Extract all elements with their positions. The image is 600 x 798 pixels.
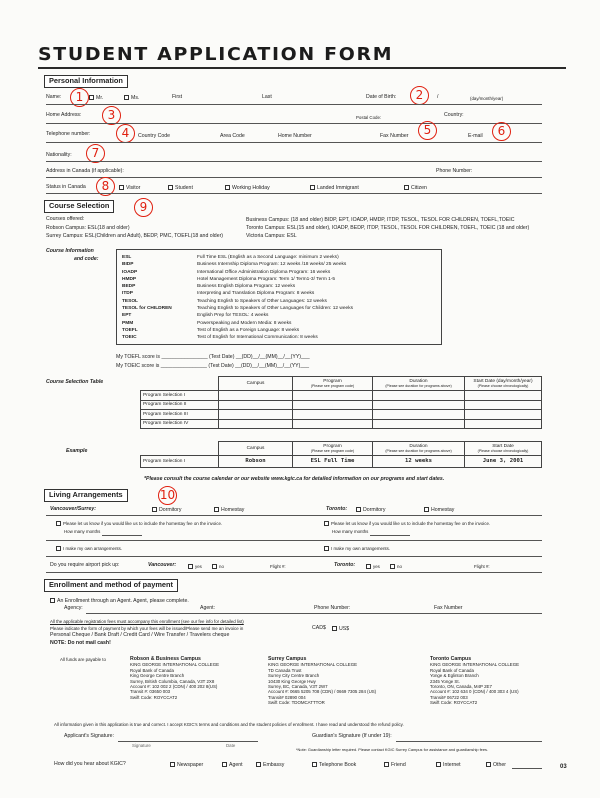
last-name-label: Last — [262, 94, 272, 100]
embassy-checkbox[interactable] — [256, 762, 261, 767]
course-description: Interpreting and Translation Diploma Program: 8 weeks — [197, 291, 315, 297]
tor-months-label: How many months — [332, 529, 369, 534]
ex-col-duration-sub: (Please see duration for programs above) — [385, 449, 452, 454]
marker-7: 7 — [86, 144, 105, 163]
toeic-score-field[interactable]: My TOEIC score is ________________ (Test Date) __(DD)__/__(MM)__/__(YY)___ — [116, 363, 309, 369]
name-label: Name: — [46, 94, 62, 100]
robson-campus-courses: Robson Campus: ESL(18 and older) — [46, 225, 130, 231]
van-airport-yes-label: yes — [195, 564, 202, 569]
usd-checkbox[interactable] — [332, 626, 337, 631]
ex-start-date: June 3, 2001 — [465, 456, 542, 468]
telephone-field[interactable] — [46, 142, 542, 143]
airport-pickup-label: Do you require airport pick up: — [50, 562, 120, 568]
working-holiday-label: Working Holiday — [232, 185, 270, 191]
usd-label: US$ — [339, 626, 350, 632]
toronto-living-label: Toronto: — [326, 506, 348, 512]
postal-code-label: Postal Code: — [356, 115, 382, 120]
tor-homestay-checkbox[interactable] — [424, 507, 429, 512]
mr-option[interactable] — [89, 95, 103, 102]
status-working-holiday[interactable] — [225, 185, 270, 192]
toronto-bank-info — [430, 656, 519, 706]
example-row — [141, 456, 542, 468]
van-homestay-fee-checkbox[interactable] — [56, 521, 61, 526]
ms-checkbox[interactable] — [124, 95, 129, 100]
robson-bank-info — [130, 656, 219, 700]
tor-dormitory-label: Dormitory — [363, 507, 386, 513]
bank-line: King George Centre Branch — [130, 673, 185, 679]
course-code: ITDP — [122, 291, 133, 297]
bank-line: KING GEORGE INTERNATIONAL COLLEGE — [268, 662, 358, 668]
home-address-field[interactable] — [46, 123, 542, 124]
hear-friend[interactable] — [384, 762, 406, 769]
agent-fax-label: Fax Number — [434, 605, 463, 611]
tor-airport-yes[interactable] — [366, 564, 380, 569]
course-info-label-1: Course Information — [46, 248, 94, 254]
ex-col-start — [465, 442, 542, 456]
course-description: English Prep for TESOL: 4 weeks — [197, 313, 269, 319]
table-header-row — [141, 377, 542, 391]
toronto-bank-title: Toronto Campus — [430, 656, 472, 662]
course-code: TOEIC — [122, 335, 137, 341]
friend-checkbox[interactable] — [384, 762, 389, 767]
course-description: Powerspeaking and Modern Media: 8 weeks — [197, 320, 292, 326]
guardian-note: *Note: Guardianship letter required. Please contact KGIC Surrey Campus for assistance and guardianship fees. — [296, 747, 489, 752]
col-duration-title: Duration — [409, 378, 428, 384]
citizen-checkbox[interactable] — [404, 185, 409, 190]
tor-airport-no-checkbox[interactable] — [390, 564, 395, 569]
col-duration — [373, 377, 465, 391]
first-name-label: First — [172, 94, 183, 100]
living-rule-3 — [46, 556, 542, 557]
bank-line: Toronto, ON, Canada, M4P 2E7 — [430, 684, 492, 690]
vancouver-surrey-label: Vancouver/Surrey: — [50, 506, 96, 512]
ex-program: ESL Full Time — [293, 456, 373, 468]
agent-enrollment-option[interactable] — [50, 598, 189, 605]
course-description: Hotel Management Diploma Program: Term 1/ Term1-3/ Term 1-5 — [197, 276, 336, 282]
tor-flight-label: Flight #: — [474, 564, 490, 569]
van-airport-no[interactable] — [212, 564, 224, 569]
friend-label: Friend — [391, 762, 406, 768]
start-date-cell[interactable] — [465, 419, 542, 429]
course-description: Full Time ESL (English as a Second Language: minimum 2 weeks) — [197, 255, 339, 260]
mr-label: Mr. — [96, 95, 104, 101]
bank-line: Swift Code: ROYCCAT2 — [130, 694, 178, 700]
col-program-title: Program — [323, 378, 342, 384]
landed-immigrant-checkbox[interactable] — [310, 185, 315, 190]
table-row[interactable] — [141, 410, 542, 420]
name-field[interactable] — [46, 104, 542, 105]
newspaper-label: Newspaper — [177, 762, 204, 768]
van-airport-yes-checkbox[interactable] — [188, 564, 193, 569]
telephone-book-label: Telephone Book — [319, 762, 357, 768]
col-duration-sub: (Please see duration for programs above) — [385, 384, 452, 389]
campus-cell[interactable] — [219, 400, 293, 410]
status-label: Status in Canada — [46, 184, 86, 190]
working-holiday-checkbox[interactable] — [225, 185, 230, 190]
bank-line: Surrey, BC, Canada, V3T 2W7 — [268, 684, 328, 690]
tor-dormitory-checkbox[interactable] — [356, 507, 361, 512]
signature-sub-label: Signature — [132, 743, 151, 748]
agency-label: Agency: — [64, 605, 83, 611]
van-airport-yes[interactable] — [188, 564, 202, 569]
bank-line: Account #: 102 002 2 (CDN) / 400 202 8(US) — [130, 684, 218, 690]
section-course-selection: Course Selection — [44, 200, 114, 213]
status-student[interactable] — [168, 185, 193, 192]
bank-line: Yonge & Eglinton Branch — [430, 673, 479, 679]
course-description: Test of English as a Foreign Language: 8 weeks — [197, 327, 300, 333]
table-row[interactable] — [141, 419, 542, 429]
van-months-label: How many months — [64, 529, 101, 534]
ms-option[interactable] — [124, 95, 139, 102]
row-label: Program Selection I — [141, 391, 219, 401]
van-own-arrangements[interactable] — [56, 546, 122, 551]
bank-line: KING GEORGE INTERNATIONAL COLLEGE — [130, 662, 220, 668]
start-date-cell[interactable] — [465, 391, 542, 401]
ex-col-program-title: Program — [323, 443, 342, 449]
bank-line: Surrey, British Columbia, Canada, V3T 2X8 — [130, 678, 215, 684]
example-table — [140, 441, 542, 468]
bank-line: Swift Code: ROYCCAT2 — [430, 700, 478, 706]
tor-months-field[interactable] — [370, 535, 410, 536]
agent-enrollment-checkbox[interactable] — [50, 598, 55, 603]
dob-format: (day/month/year) — [470, 96, 504, 101]
program-cell[interactable] — [293, 400, 373, 410]
newspaper-checkbox[interactable] — [170, 762, 175, 767]
status-citizen[interactable] — [404, 185, 427, 192]
email-label: E-mail — [468, 133, 483, 139]
section-living-arrangements: Living Arrangements — [44, 489, 128, 502]
airport-toronto-label: Toronto: — [334, 562, 356, 568]
landed-immigrant-label: Landed Immigrant — [317, 185, 359, 191]
internet-label: Internet — [443, 762, 461, 768]
course-code: TESOL — [122, 298, 138, 304]
other-field[interactable] — [512, 768, 542, 769]
course-info-label-2: and code: — [74, 256, 99, 262]
tor-homestay-fee-note: Please let us know if you would like us to include the homestay fee on the invoice. — [331, 521, 491, 526]
dob-label: Date of Birth: — [366, 94, 397, 100]
col-start-sub: (Please choose chronologically) — [477, 384, 529, 389]
van-homestay-label: Homestay — [221, 507, 245, 513]
status-landed-immigrant[interactable] — [310, 185, 359, 192]
duration-cell[interactable] — [373, 391, 465, 401]
hear-newspaper[interactable] — [170, 762, 203, 769]
living-rule-4 — [46, 572, 542, 573]
airport-vancouver-label: Vancouver: — [148, 562, 177, 568]
marker-8: 8 — [96, 177, 115, 196]
marker-10: 10 — [158, 486, 177, 505]
agent-phone-label: Phone Number: — [314, 605, 351, 611]
course-description: Teaching English to Speakers of Other Languages: 12 weeks — [197, 298, 327, 304]
ex-col-campus: Campus — [219, 442, 293, 456]
tor-airport-yes-label: yes — [373, 564, 380, 569]
col-program-sub: (Please see program code) — [310, 384, 355, 389]
business-campus-courses: Business Campus: (18 and older) BIDP, EPT, IOADP, HMDP, ITDP, TESOL, TESOL FOR CHILDREN, TOEFL,TOEIC — [246, 217, 515, 223]
agency-field[interactable] — [86, 613, 542, 614]
visitor-label: Visitor — [126, 185, 141, 191]
row-label: Program Selection IV — [141, 419, 219, 429]
phone-number-label: Phone Number: — [436, 168, 473, 174]
course-selection-table — [140, 376, 542, 429]
course-code: BEDP — [122, 284, 136, 290]
van-homestay-fee-note: Please let us know if you would like us to include the homestay fee on the invoice. — [63, 521, 223, 526]
applicant-signature-field[interactable] — [118, 741, 258, 742]
ex-col-duration — [373, 442, 465, 456]
home-number-label: Home Number — [278, 133, 312, 139]
col-campus: Campus — [219, 377, 293, 391]
tor-own-label: I make my own arrangements. — [331, 546, 391, 551]
hear-embassy[interactable] — [256, 762, 284, 769]
tor-homestay-fee-option[interactable] — [324, 521, 490, 526]
ex-col-program-sub: (Please see program code) — [310, 449, 355, 454]
course-code: BIDP — [122, 262, 134, 268]
tor-homestay-fee-checkbox[interactable] — [324, 521, 329, 526]
internet-checkbox[interactable] — [436, 762, 441, 767]
example-label: Example — [66, 448, 88, 454]
marker-2: 2 — [410, 86, 429, 105]
marker-9: 9 — [134, 198, 153, 217]
funds-payable-label: All funds are payable to — [60, 657, 106, 662]
consult-note: *Please consult the course calendar or our website www.kgic.ca for detailed information on our programs and start dates. — [144, 476, 445, 482]
fees-note: All the applicable registration fees must accompany this enrollment (see our fee info for detailed list) — [50, 619, 244, 624]
bank-line: 10430 King George Hwy — [268, 678, 316, 684]
ex-col-duration-title: Duration — [409, 443, 428, 449]
row-label: Program Selection III — [141, 410, 219, 420]
course-code: HMDP — [122, 276, 137, 282]
courses-offered-label: Courses offered: — [46, 216, 85, 222]
ex-col-start-title: Start Date — [492, 443, 514, 449]
bank-line: Swift Code: TDOMCATTTOR — [268, 700, 325, 706]
van-homestay-checkbox[interactable] — [214, 507, 219, 512]
hear-internet[interactable] — [436, 762, 461, 769]
nationality-field[interactable] — [46, 161, 542, 162]
bank-line: Account #: 102 634 0 (CDN) / 400 303 4 (US) — [430, 689, 519, 695]
hear-telephone-book[interactable] — [312, 762, 356, 769]
section-enrollment-payment: Enrollment and method of payment — [44, 579, 178, 592]
van-dormitory-option[interactable] — [152, 507, 181, 514]
robson-bank-title: Robson & Business Campus — [130, 656, 201, 662]
agent-enrollment-label: An Enrollment through an Agent. Agent, please complete. — [57, 598, 189, 604]
page-number: 03 — [560, 764, 567, 770]
marker-6: 6 — [492, 122, 511, 141]
tor-dormitory-option[interactable] — [356, 507, 385, 514]
ex-col-start-sub: (Please choose chronologically) — [477, 449, 529, 454]
van-own-label: I make my own arrangements. — [63, 546, 123, 551]
status-rule — [46, 193, 542, 194]
payment-methods: Personal Cheque / Bank Draft / Credit Card / Wire Transfer / Travelers cheque — [50, 632, 230, 638]
page-title: STUDENT APPLICATION FORM — [38, 44, 394, 65]
tor-own-checkbox[interactable] — [324, 546, 329, 551]
course-description: International Office Administration Diploma Program: 16 weeks — [197, 269, 331, 275]
living-rule-1 — [46, 515, 542, 516]
program-cell[interactable] — [293, 391, 373, 401]
applicant-signature-label: Applicant's Signature: — [64, 733, 115, 739]
agent-label: Agent: — [200, 605, 215, 611]
no-cash-note: NOTE: Do not mail cash! — [50, 640, 111, 646]
van-airport-no-checkbox[interactable] — [212, 564, 217, 569]
other-label: Other — [493, 762, 506, 768]
van-flight-label: Flight #: — [270, 564, 286, 569]
course-descriptions-column — [197, 254, 353, 342]
campus-cell[interactable] — [219, 391, 293, 401]
bank-line: Surrey City Centre Branch — [268, 673, 320, 679]
living-rule-2 — [46, 540, 542, 541]
van-months-field[interactable] — [102, 535, 142, 536]
bank-line: Royal Bank of Canada — [430, 667, 474, 673]
course-description: Business English Diploma Program: 12 weeks — [197, 284, 296, 290]
example-header-row — [141, 442, 542, 456]
row-label: Program Selection II — [141, 400, 219, 410]
mr-checkbox[interactable] — [89, 95, 94, 100]
van-own-checkbox[interactable] — [56, 546, 61, 551]
course-code: EPT — [122, 313, 132, 319]
van-homestay-option[interactable] — [214, 507, 244, 514]
course-description: Test of English for International Communication: 8 weeks — [197, 335, 318, 341]
duration-cell[interactable] — [373, 410, 465, 420]
col-start-date — [465, 377, 542, 391]
bank-line: Transit# 06722 003 — [430, 694, 468, 700]
campus-cell[interactable] — [219, 419, 293, 429]
nationality-label: Nationality: — [46, 152, 72, 158]
program-cell[interactable] — [293, 419, 373, 429]
table-row[interactable] — [141, 400, 542, 410]
tor-homestay-label: Homestay — [431, 507, 455, 513]
address-canada-field[interactable] — [46, 177, 542, 178]
status-visitor[interactable] — [119, 185, 140, 192]
country-label: Country: — [444, 112, 464, 118]
ex-row-label: Program Selection I — [141, 456, 219, 468]
bank-line: TD Canada Trust — [268, 667, 302, 673]
surrey-campus-courses: Surrey Campus: ESL(Children and Adult), BEDP, PMC, TOEFL(18 and older) — [46, 233, 224, 239]
home-address-label: Home Address: — [46, 112, 82, 118]
tor-homestay-option[interactable] — [424, 507, 454, 514]
date-sub-label: Date — [226, 743, 236, 748]
course-description: Teaching English to Speakers of Other Languages for Children: 12 weeks — [197, 306, 353, 312]
guardian-signature-field[interactable] — [396, 741, 542, 742]
course-description: Business Internship Diploma Program: 12 weeks /18 weeks/ 25 weeks — [197, 262, 347, 268]
hear-about-label: How did you hear about KGIC? — [54, 761, 126, 767]
course-table-label: Course Selection Table — [46, 379, 104, 385]
victoria-campus-courses: Victoria Campus: ESL — [246, 233, 297, 239]
bank-line: Transit# 02890 004 — [268, 694, 306, 700]
van-airport-no-label: no — [219, 564, 224, 569]
marker-4: 4 — [116, 124, 135, 143]
van-dormitory-label: Dormitory — [159, 507, 182, 513]
course-codes-column — [122, 254, 172, 342]
declaration-text: All information given in this application is true and correct. I accept KGIC's terms and conditions and the student policies of enrollment. I have read and understood the refund policy. — [54, 722, 404, 727]
campus-cell[interactable] — [219, 410, 293, 420]
embassy-label: Embassy — [263, 762, 285, 768]
section-personal-info: Personal Information — [44, 75, 128, 88]
van-homestay-fee-option[interactable] — [56, 521, 222, 526]
col-program — [293, 377, 373, 391]
ms-label: Ms. — [131, 95, 140, 101]
col-start-title: Start Date (day/month/year) — [473, 378, 533, 384]
hear-other[interactable] — [486, 762, 506, 769]
agent-option-label: Agent — [229, 762, 243, 768]
currency-cad[interactable]: CAD$ — [312, 625, 326, 631]
fax-number-label: Fax Number — [380, 133, 409, 139]
country-code-label: Country Code — [138, 133, 171, 139]
marker-1: 1 — [70, 88, 89, 107]
title-rule — [38, 67, 566, 69]
table-row[interactable] — [141, 391, 542, 401]
start-date-cell[interactable] — [465, 410, 542, 420]
course-code: IOADP — [122, 269, 138, 275]
tor-own-arrangements[interactable] — [324, 546, 390, 551]
telephone-book-checkbox[interactable] — [312, 762, 317, 767]
surrey-bank-info — [268, 656, 376, 706]
hear-agent[interactable] — [222, 762, 243, 769]
tor-airport-yes-checkbox[interactable] — [366, 564, 371, 569]
telephone-label: Telephone number: — [46, 131, 91, 137]
ex-col-program — [293, 442, 373, 456]
student-label: Student — [175, 185, 193, 191]
other-checkbox[interactable] — [486, 762, 491, 767]
tor-airport-no-label: no — [397, 564, 402, 569]
visitor-checkbox[interactable] — [119, 185, 124, 190]
duration-cell[interactable] — [373, 419, 465, 429]
address-canada-label: Address in Canada (if applicable): — [46, 168, 124, 174]
course-code: TOEFL — [122, 327, 138, 333]
student-checkbox[interactable] — [168, 185, 173, 190]
duration-cell[interactable] — [373, 400, 465, 410]
bank-line: Royal Bank of Canada — [130, 667, 174, 673]
course-code: PMM — [122, 320, 134, 326]
citizen-label: Citizen — [411, 185, 427, 191]
bank-line: Account #: 0665 5205 708 (CDN) / 0669 7305 284 (US) — [268, 689, 377, 695]
start-date-cell[interactable] — [465, 400, 542, 410]
marker-5: 5 — [418, 121, 437, 140]
dob-slash: / — [437, 94, 439, 100]
surrey-bank-title: Surrey Campus — [268, 656, 307, 662]
tor-airport-no[interactable] — [390, 564, 402, 569]
course-code: TESOL for CHILDREN — [122, 306, 172, 312]
bank-line: 2345 Yonge St. — [430, 678, 460, 684]
bank-line: KING GEORGE INTERNATIONAL COLLEGE — [430, 662, 520, 668]
currency-usd-option[interactable] — [332, 626, 349, 633]
marker-3: 3 — [102, 106, 121, 125]
toefl-score-field[interactable]: My TOEFL score is ________________ (Test Date) __(DD)__/__(MM)__/__(YY)___ — [116, 354, 310, 360]
course-code: ESL — [122, 255, 132, 260]
van-dormitory-checkbox[interactable] — [152, 507, 157, 512]
area-code-label: Area Code — [220, 133, 245, 139]
agent-checkbox[interactable] — [222, 762, 227, 767]
program-cell[interactable] — [293, 410, 373, 420]
guardian-signature-label: Guardian's Signature (If under 19): — [312, 733, 392, 739]
bank-line: Transit #: 03650 003 — [130, 689, 171, 695]
toronto-campus-courses: Toronto Campus: ESL(15 and older), IOADP, BEDP, ITDP, TESOL, TESOL FOR CHILDREN, TOEFL, TOEIC (18 and older) — [246, 225, 530, 231]
payment-method-note: Please indicate the form of payment by which your fees will be issued/Please send me an invoice in — [50, 626, 244, 631]
ex-campus: Robson — [219, 456, 293, 468]
ex-duration: 12 weeks — [373, 456, 465, 468]
